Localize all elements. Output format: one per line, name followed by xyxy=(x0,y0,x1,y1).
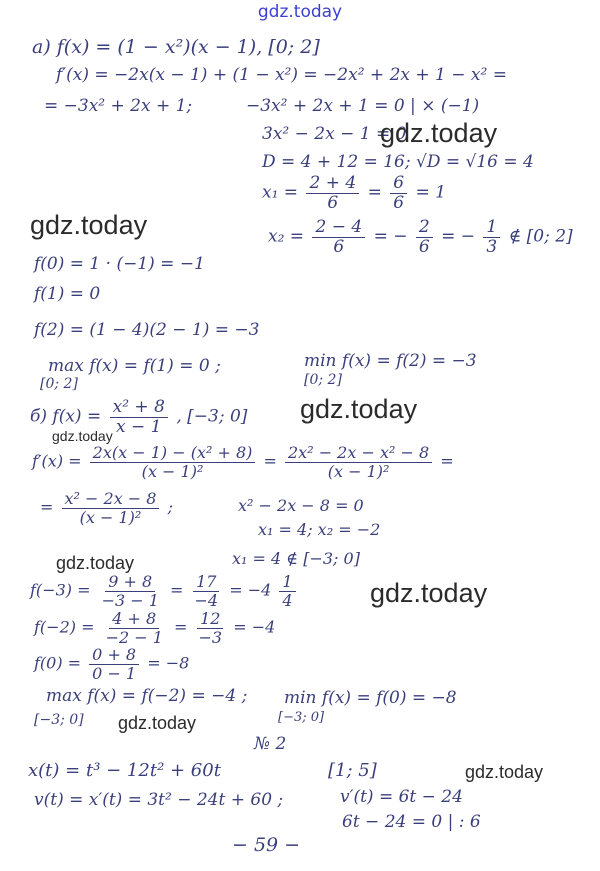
fm2-fraction-2 xyxy=(196,610,226,646)
part-a-min: min f(x) = f(2) = −3 xyxy=(304,351,477,371)
part-a-derivative-line2: = −3x² + 2x + 1; xyxy=(44,96,193,116)
x2-result: ∉ [0; 2] xyxy=(508,226,573,247)
part-a-root-x2 xyxy=(268,218,573,256)
d1-num2: 2x² − 2x − x² − 8 xyxy=(285,444,432,463)
part-a-f2: f(2) = (1 − 4)(2 − 1) = −3 xyxy=(34,320,260,340)
x2-mid2: = − xyxy=(441,226,476,247)
part-b-fraction xyxy=(110,398,168,436)
task-2-acceleration-eq: 6t − 24 = 0 | : 6 xyxy=(342,812,481,832)
x2-lhs: x₂ = xyxy=(268,226,305,247)
x2-fraction-3 xyxy=(483,218,500,256)
part-a-discriminant: D = 4 + 12 = 16; √D = √16 = 4 xyxy=(262,152,534,172)
task-2-acceleration: v′(t) = 6t − 24 xyxy=(340,787,463,807)
x1-fraction xyxy=(306,174,359,212)
watermark: gdz.today xyxy=(118,713,197,733)
fm3-fraction xyxy=(99,573,162,609)
fm2-den: −2 − 1 xyxy=(105,627,163,647)
part-a-f1: f(1) = 0 xyxy=(34,284,101,304)
part-b-root-excluded: x₁ = 4 ∉ [−3; 0] xyxy=(232,549,360,568)
x2-fraction xyxy=(312,218,365,256)
fm3-lhs: f(−3) = xyxy=(30,580,91,600)
fm2-lhs: f(−2) = xyxy=(34,617,95,637)
part-b-max: max f(x) = f(−2) = −4 ; xyxy=(46,686,248,706)
fm3-mix-den: 4 xyxy=(282,590,293,610)
watermark: gdz.today xyxy=(465,762,544,782)
d2-num: x² − 2x − 8 xyxy=(62,490,160,509)
x2-mid: = − xyxy=(373,226,408,247)
fm2-mid: = xyxy=(174,617,188,637)
d1-lhs: f′(x) = xyxy=(32,451,82,471)
part-b-f-minus2 xyxy=(34,610,275,646)
part-b-equation: x² − 2x − 8 = 0 xyxy=(238,496,364,515)
part-a-equation: −3x² + 2x + 1 = 0 | × (−1) xyxy=(246,96,480,116)
part-a-max-interval: [0; 2] xyxy=(40,376,78,392)
fm3-mid: = xyxy=(170,580,184,600)
fm3-mixed-fraction xyxy=(279,573,295,609)
d1-mid: = xyxy=(263,451,277,471)
fm3-den: −3 − 1 xyxy=(101,590,159,610)
part-b-roots: x₁ = 4; x₂ = −2 xyxy=(258,520,381,539)
x1-mid: = xyxy=(367,182,382,203)
fm3-den2: −4 xyxy=(194,590,219,610)
part-b-derivative-line2 xyxy=(40,490,173,526)
part-b-min: min f(x) = f(0) = −8 xyxy=(284,688,457,708)
x2-den2: 6 xyxy=(418,236,430,257)
x1-num2: 6 xyxy=(390,174,407,194)
part-a-min-interval: [0; 2] xyxy=(304,372,342,388)
fm3-fraction-2 xyxy=(192,573,222,609)
x1-den: 6 xyxy=(327,192,339,213)
part-b-num: x² + 8 xyxy=(110,398,168,418)
d2-fraction xyxy=(62,490,160,526)
d1-den2: (x − 1)² xyxy=(327,461,390,481)
f0-lhs: f(0) = xyxy=(34,653,82,673)
x1-lhs: x₁ = xyxy=(262,182,299,203)
part-b-derivative-line1 xyxy=(32,444,454,480)
part-b-interval: , [−3; 0] xyxy=(176,406,248,427)
task-2-velocity: v(t) = x′(t) = 3t² − 24t + 60 ; xyxy=(34,790,284,810)
d1-end: = xyxy=(440,451,454,471)
fm2-fraction xyxy=(103,610,166,646)
task-2-law: x(t) = t³ − 12t² + 60t xyxy=(28,760,221,781)
f0-den: 0 − 1 xyxy=(92,663,137,683)
part-b-label: б) xyxy=(30,406,48,427)
part-b-lhs: f(x) = xyxy=(52,406,102,427)
f0-fraction xyxy=(89,646,139,682)
fm2-num: 4 + 8 xyxy=(109,610,159,629)
part-b-max-interval: [−3; 0] xyxy=(34,712,84,728)
d1-den: (x − 1)² xyxy=(141,461,204,481)
part-b-min-interval: [−3; 0] xyxy=(278,710,325,725)
watermark: gdz.today xyxy=(380,118,498,148)
fm3-result: = −4 xyxy=(229,580,272,600)
x1-num: 2 + 4 xyxy=(306,174,359,194)
task-2-interval: [1; 5] xyxy=(328,760,377,781)
watermark: gdz.today xyxy=(56,553,135,573)
part-b-f-minus3 xyxy=(30,573,299,609)
f0-result: = −8 xyxy=(147,653,190,673)
part-a-root-x1 xyxy=(262,174,446,212)
d2-end: ; xyxy=(167,497,173,517)
part-a-max: max f(x) = f(1) = 0 ; xyxy=(48,356,221,376)
x2-fraction-2 xyxy=(416,218,433,256)
part-a-derivative-line1: f′(x) = −2x(x − 1) + (1 − x²) = −2x² + 2x + 1 − x² = xyxy=(56,65,507,85)
d2-lhs: = xyxy=(40,497,54,517)
task-2-number: № 2 xyxy=(254,734,287,754)
x1-fraction-2 xyxy=(390,174,407,212)
page-number: − 59 − xyxy=(232,834,301,856)
fm2-den2: −3 xyxy=(198,627,223,647)
fm3-mix-num: 1 xyxy=(279,573,295,592)
part-b-den: x − 1 xyxy=(116,416,162,437)
watermark: gdz.today xyxy=(300,394,418,424)
d1-fraction xyxy=(90,444,256,480)
d2-den: (x − 1)² xyxy=(79,507,142,527)
x2-num: 2 − 4 xyxy=(312,218,365,238)
watermark: gdz.today xyxy=(52,428,113,444)
fm3-num: 9 + 8 xyxy=(105,573,155,592)
x1-result: = 1 xyxy=(415,182,446,203)
site-header: gdz.today xyxy=(257,2,343,22)
x2-den: 6 xyxy=(333,236,345,257)
part-a-equation-normalized: 3x² − 2x − 1 = 0 xyxy=(262,124,407,144)
x2-den3: 3 xyxy=(486,236,498,257)
part-a-f0: f(0) = 1 · (−1) = −1 xyxy=(34,254,205,274)
d1-fraction-2 xyxy=(285,444,432,480)
d1-num: 2x(x − 1) − (x² + 8) xyxy=(90,444,256,463)
f0-num: 0 + 8 xyxy=(89,646,139,665)
part-b-f0 xyxy=(34,646,189,682)
x1-den2: 6 xyxy=(393,192,405,213)
fm2-result: = −4 xyxy=(233,617,276,637)
x2-num3: 1 xyxy=(483,218,500,238)
watermark: gdz.today xyxy=(370,578,488,608)
x2-num2: 2 xyxy=(416,218,433,238)
part-a-task: а) f(x) = (1 − x²)(x − 1), [0; 2] xyxy=(32,36,320,58)
fm2-num2: 12 xyxy=(197,610,223,629)
fm3-num2: 17 xyxy=(193,573,219,592)
watermark: gdz.today xyxy=(30,210,148,240)
